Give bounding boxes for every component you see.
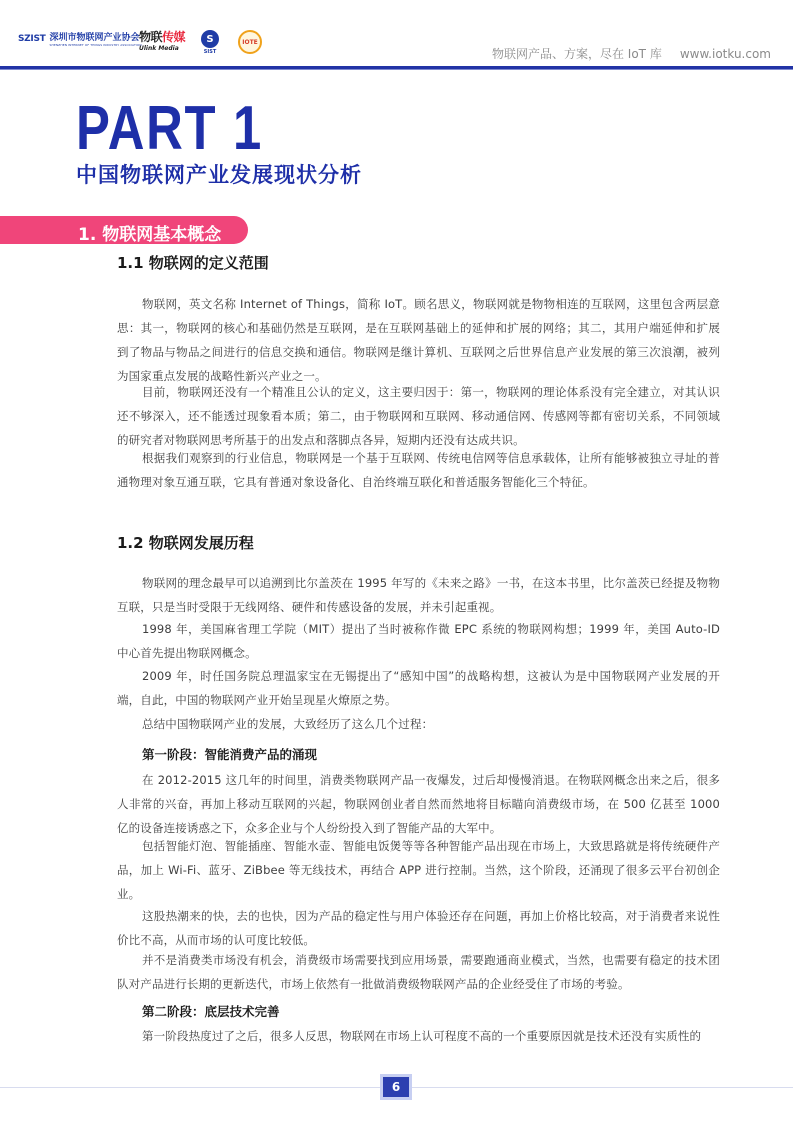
szist-logo-en: SHENZHEN INTERNET OF THINGS INDUSTRY ASSOCIATION <box>49 43 142 47</box>
sist-logo-mark: S <box>201 30 219 48</box>
szist-logo <box>18 30 142 47</box>
header-tagline-block <box>492 45 771 62</box>
page-header <box>0 0 793 70</box>
paragraph: 包括智能灯泡、智能插座、智能水壶、智能电饭煲等等各种智能产品出现在市场上，大致思路就是将传统硬件产品，加上 Wi-Fi、蓝牙、ZiBbee 等无线技术，再结合 APP 进行控制。当然，这个阶段，还涌现了很多云平台初创企业。 <box>117 839 720 901</box>
paragraph: 在 2012-2015 这几年的时间里，消费类物联网产品一夜爆发，过后却慢慢消退。在物联网概念出来之后，很多人非常的兴奋，再加上移动互联网的兴起，物联网创业者自然而然地将目标瞄向消费级市场，在 500 亿甚至 1000 亿的设备连接诱惑之下，众多企业与个人纷纷投入到了智能产品的大军中。 <box>117 773 720 835</box>
section-banner <box>0 216 248 244</box>
heading-1-1: 1.1 物联网的定义范围 <box>117 254 269 272</box>
iote-logo-mark: IOTE <box>238 30 262 54</box>
paragraph: 总结中国物联网产业的发展，大致经历了这么几个过程： <box>142 717 434 731</box>
ulink-logo-en: Ulink Media <box>139 45 179 52</box>
sist-logo <box>201 30 219 55</box>
page-number: 6 <box>380 1074 412 1100</box>
paragraph: 根据我们观察到的行业信息，物联网是一个基于互联网、传统电信网等信息承载体，让所有能够被独立寻址的普通物理对象互通互联，它具有普通对象设备化、自治终端互联化和普适服务智能化三个特征。 <box>117 451 720 489</box>
ulink-media-logo <box>139 28 185 52</box>
ulink-logo-cn-a: 物联 <box>139 30 163 44</box>
paragraph: 2009 年，时任国务院总理温家宝在无锡提出了“感知中国”的战略构想，这被认为是中国物联网产业发展的开端，自此，中国的物联网产业开始呈现星火燎原之势。 <box>117 669 720 707</box>
heading-1-2: 1.2 物联网发展历程 <box>117 534 254 552</box>
paragraph: 第一阶段热度过了之后，很多人反思，物联网在市场上认可程度不高的一个重要原因就是技术还没有实质性的 <box>142 1029 702 1043</box>
paragraph: 物联网的理念最早可以追溯到比尔盖茨在 1995 年写的《未来之路》一书，在这本书里，比尔盖茨已经提及物物互联，只是当时受限于无线网络、硬件和传感设备的发展，并未引起重视。 <box>117 576 720 614</box>
header-tagline: 物联网产品、方案，尽在 IoT 库 <box>491 47 662 61</box>
section-title: 1. 物联网基本概念 <box>78 225 222 245</box>
paragraph: 1998 年，美国麻省理工学院（MIT）提出了当时被称作微 EPC 系统的物联网构想；1999 年，美国 Auto-ID 中心首先提出物联网概念。 <box>117 622 720 660</box>
szist-logo-mark: SZIST <box>18 33 46 44</box>
paragraph: 目前，物联网还没有一个精准且公认的定义，这主要归因于：第一，物联网的理论体系没有完全建立，对其认识还不够深入，还不能透过现象看本质；第二，由于物联网和互联网、移动通信网、传感网等都有密切关系，不同领域的研究者对物联网思考所基于的出发点和落脚点各异，短期内还没有达成共识。 <box>117 385 720 447</box>
header-divider <box>0 66 793 69</box>
paragraph: 这股热潮来的快，去的也快，因为产品的稳定性与用户体验还存在问题，再加上价格比较高，对于消费者来说性价比不高，从而市场的认可度比较低。 <box>117 909 720 947</box>
szist-logo-name: 深圳市物联网产业协会 <box>49 33 140 43</box>
part-subtitle: 中国物联网产业发展现状分析 <box>76 163 362 187</box>
ulink-logo-cn-b: 传媒 <box>162 30 186 44</box>
stage-1-heading: 第一阶段：智能消费产品的涌现 <box>142 747 318 762</box>
iote-logo <box>238 30 262 54</box>
header-site-link[interactable]: www.iotku.com <box>679 47 771 61</box>
paragraph: 物联网，英文名称 Internet of Things，简称 IoT。顾名思义，物联网就是物物相连的互联网，这里包含两层意思：其一，物联网的核心和基础仍然是互联网，是在互联网基础上的延伸和扩展的网络；其二，其用户端延伸和扩展到了物品与物品之间进行的信息交换和通信。物联网是继计算机、互联网之后世界信息产业发展的第三次浪潮，被列为国家重点发展的战略性新兴产业之一。 <box>117 297 720 383</box>
part-title: PART 1 <box>76 94 263 163</box>
paragraph: 并不是消费类市场没有机会，消费级市场需要找到应用场景，需要跑通商业模式，当然，也需要有稳定的技术团队对产品进行长期的更新迭代，市场上依然有一批做消费级物联网产品的企业经受住了市场的考验。 <box>117 953 720 991</box>
sist-logo-label: SIST <box>203 49 217 55</box>
stage-2-heading: 第二阶段：底层技术完善 <box>142 1004 280 1019</box>
